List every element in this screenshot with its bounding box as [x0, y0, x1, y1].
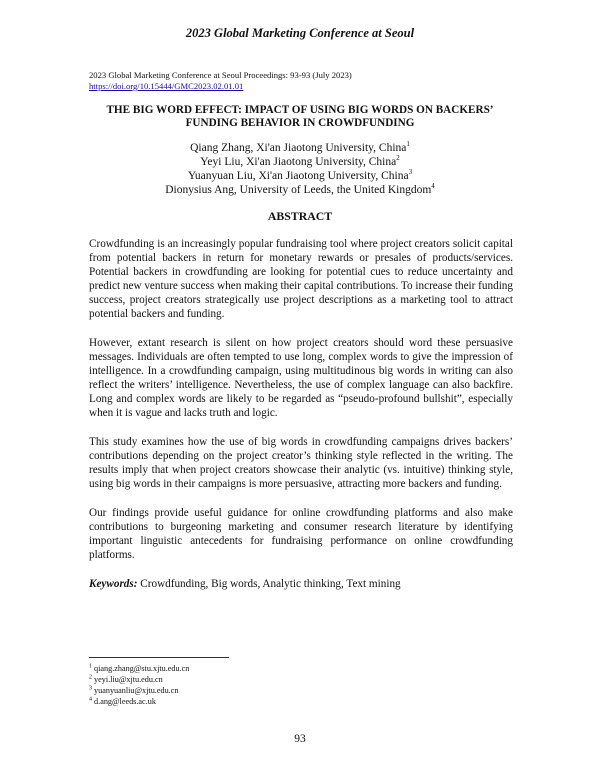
author-line [120, 141, 480, 155]
page-number: 93 [294, 733, 306, 745]
author-name: Yuanyuan Liu, Xi'an Jiaotong University, China [187, 170, 409, 182]
abstract-paragraph: Crowdfunding is an increasingly popular fundraising tool where project creators solicit capital from potential backers in return for monetary rewards or presales of products/services. Potential backers in crowdfunding are looking for potential cues to reduce uncertainty and predict new venture success when making their capital contributions. To increase their funding success, project creators strategically use project descriptions as a marketing tool to attract potential backers and funding. [89, 238, 513, 320]
footnote-mark: 4 [89, 696, 92, 703]
abstract-heading: ABSTRACT [267, 209, 333, 223]
author-list [120, 141, 480, 197]
author-name: Dionysius Ang, University of Leeds, the United Kingdom [165, 184, 432, 196]
footnote-mark: 4 [431, 182, 435, 191]
footnote [89, 685, 189, 696]
author-line [120, 155, 480, 169]
author-name: Qiang Zhang, Xi'an Jiaotong University, China [190, 142, 407, 154]
abstract-paragraph: Our findings provide useful guidance for online crowdfunding platforms and also make contributions to burgeoning marketing and consumer research literature by identifying important linguistic antecedents for fundraising performance on online crowdfunding platforms. [89, 507, 513, 561]
footnote [89, 674, 189, 685]
author-name: Yeyi Liu, Xi'an Jiaotong University, China [200, 156, 397, 168]
author-line [120, 183, 480, 197]
paper-title [70, 104, 530, 130]
keywords [89, 577, 513, 591]
footnote-mark: 2 [89, 674, 92, 681]
footnote-email: d.ang@leeds.ac.uk [92, 697, 156, 706]
abstract-paragraph: This study examines how the use of big words in crowdfunding campaigns drives backers’ contributions depending on the project creator’s thinking style reflected in the writing. The results imply that when project creators showcase their analytic (vs. intuitive) thinking style, using big words in their campaigns is more persuasive, attracting more backers and funding. [89, 436, 513, 490]
footnote-mark: 2 [396, 154, 400, 163]
footnote-mark: 3 [89, 685, 92, 692]
footnote-email: yeyi.liu@xjtu.edu.cn [92, 675, 163, 684]
footnote-divider [89, 657, 229, 658]
footnote-email: yuanyuanliu@xjtu.edu.cn [92, 686, 179, 695]
footnotes [89, 663, 189, 707]
keywords-text: Crowdfunding, Big words, Analytic thinking, Text mining [137, 578, 401, 590]
footnote-mark: 1 [89, 663, 92, 670]
author-line [120, 169, 480, 183]
publication-info [89, 70, 352, 92]
footnote-email: qiang.zhang@stu.xjtu.edu.cn [92, 664, 190, 673]
footnote [89, 663, 189, 674]
abstract-paragraph: However, extant research is silent on how project creators should word these persuasive messages. Individuals are often tempted to use long, complex words to give the impression of intelligence. In a crowdfunding campaign, using multitudinous big words in writing can also reflect the writers’ intelligence. Nevertheless, the use of complex language can also backfire. Long and complex words are likely to be regarded as “pseudo-profound bullshit”, especially when it is vague and lacks truth and logic. [89, 337, 513, 419]
running-title: 2023 Global Marketing Conference at Seoul [185, 26, 415, 40]
footnote [89, 696, 189, 707]
keywords-label: Keywords: [89, 578, 138, 590]
footnote-mark: 1 [406, 140, 410, 149]
doi-link[interactable]: https://doi.org/10.15444/GMC2023.02.01.01 [89, 81, 244, 91]
footnote-mark: 3 [408, 168, 413, 177]
title-line-2: FUNDING BEHAVIOR IN CROWDFUNDING [185, 117, 415, 129]
proceedings-line: 2023 Global Marketing Conference at Seoul Proceedings: 93-93 (July 2023) [89, 70, 352, 80]
abstract-body [89, 237, 513, 606]
title-line-1: THE BIG WORD EFFECT: IMPACT OF USING BIG WORDS ON BACKERS’ [106, 104, 494, 116]
